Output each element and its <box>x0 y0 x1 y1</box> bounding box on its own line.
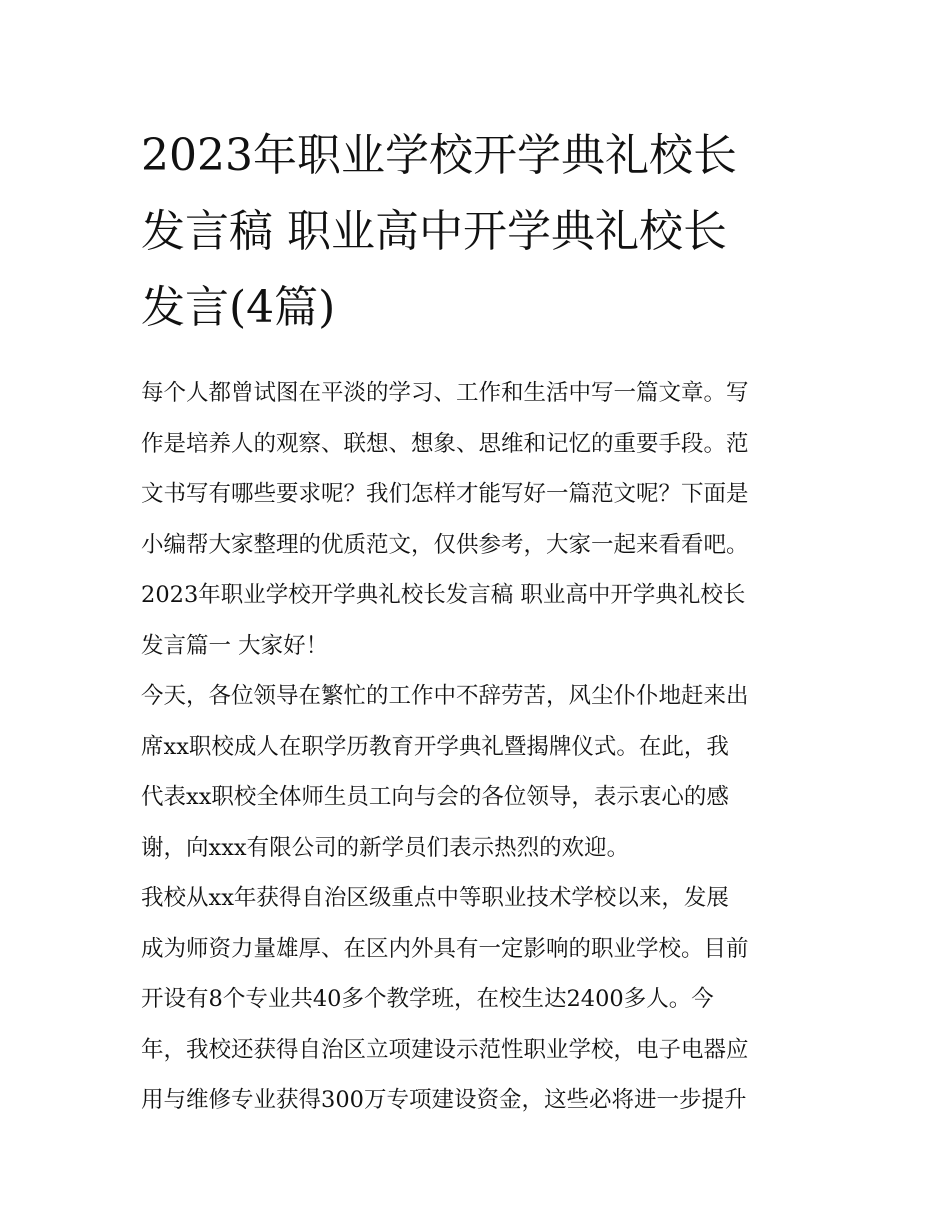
body-line: 2023年职业学校开学典礼校长发言稿 职业高中开学典礼校长 <box>141 582 746 608</box>
body-line: 每个人都曾试图在平淡的学习、工作和生活中写一篇文章。写 <box>141 380 749 406</box>
body-line: 代表xx职校全体师生员工向与会的各位领导，表示衷心的感 <box>141 784 729 810</box>
body-line: 成为师资力量雄厚、在区内外具有一定影响的职业学校。目前 <box>141 935 749 962</box>
document-content <box>141 118 813 1126</box>
title-line: 发言稿 职业高中开学典礼校长 <box>141 206 727 257</box>
body-line: 席xx职校成人在职学历教育开学典礼暨揭牌仪式。在此，我 <box>141 733 729 760</box>
title-line: 2023年职业学校开学典礼校长 <box>141 130 737 181</box>
body-line: 文书写有哪些要求呢？我们怎样才能写好一篇范文呢？下面是 <box>141 481 749 507</box>
body-line: 开设有8个专业共40多个教学班，在校生达2400多人。今 <box>141 986 714 1012</box>
body-line: 谢，向xxx有限公司的新学员们表示热烈的欢迎。 <box>141 834 630 861</box>
body-line: 作是培养人的观察、联想、想象、思维和记忆的重要手段。范 <box>141 430 749 457</box>
document-body <box>141 368 813 1126</box>
body-line: 今天，各位领导在繁忙的工作中不辞劳苦，风尘仆仆地赶来出 <box>141 683 749 709</box>
body-line: 年，我校还获得自治区立项建设示范性职业学校，电子电器应 <box>141 1036 749 1063</box>
body-line: 我校从xx年获得自治区级重点中等职业技术学校以来，发展 <box>141 885 729 911</box>
document-title <box>141 118 813 346</box>
title-line: 发言(4篇) <box>141 282 336 333</box>
body-line: 发言篇一 大家好！ <box>141 632 329 659</box>
body-line: 用与维修专业获得300万专项建设资金，这些必将进一步提升 <box>141 1087 747 1113</box>
body-line: 小编帮大家整理的优质范文，仅供参考，大家一起来看看吧。 <box>141 531 749 558</box>
